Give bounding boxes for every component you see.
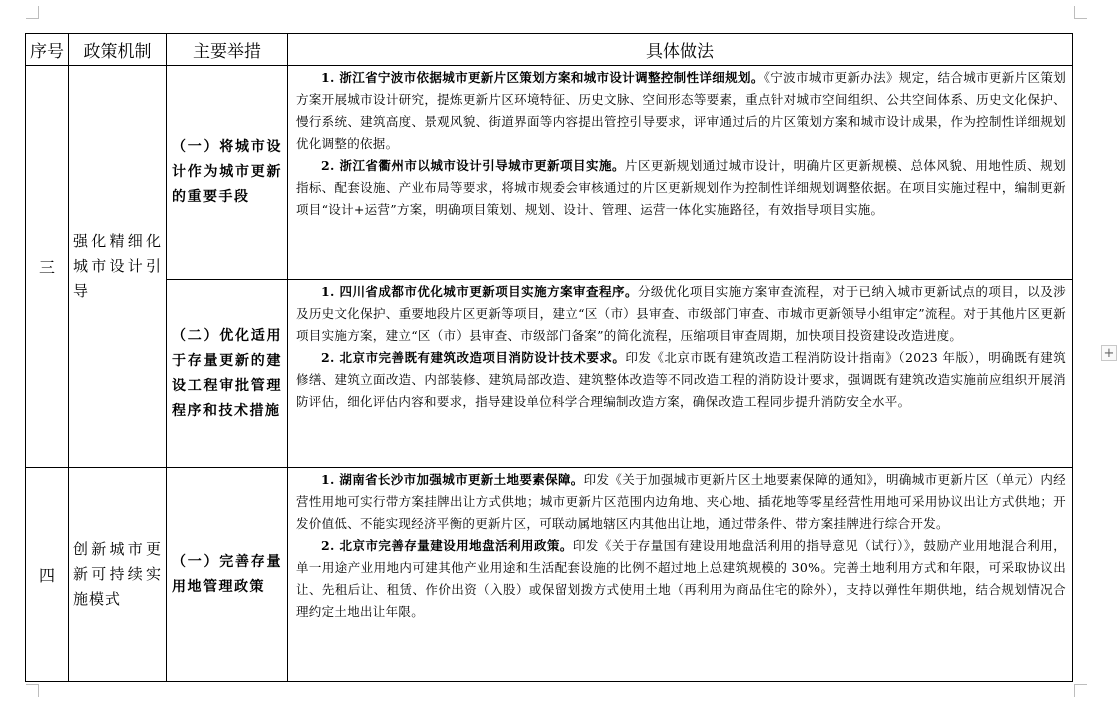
practice-item-text: 印发《关于存量国有建设用地盘活利用的指导意见（试行）》，鼓励产业用地混合利用，单一用途产业用地内可建其他产业用途和生活配套设施的比例不超过地上总建筑规模的 30%。完善土地利用方式和年限，可采取协议出让、先租后让、租赁、作价出资（入股）或保留划拨方式使用土地（再利用为商品住宅的除外），支持以弹性年期供地，结合规划情况合理约定土地出让年限。 xyxy=(296,538,1067,619)
practice-item-text: 片区更新规划通过城市设计，明确片区更新规模、总体风貌、用地性质、规划指标、配套设施、产业布局等要求，将城市规委会审核通过的片区更新规划作为控制性详细规划调整依据。在项目实施过程中，编制更新项目“设计+运营”方案，明确项目策划、规划、设计、管理、运营一体化实施路径，有效指导项目实施。 xyxy=(296,158,1066,217)
page-corner-mark-bottom-right xyxy=(1074,684,1087,697)
practice-item-heading: 1. 浙江省宁波市依据城市更新片区策划方案和城市设计调整控制性详细规划。 xyxy=(321,70,764,85)
table-header-row xyxy=(26,34,1073,66)
page-corner-mark-bottom-left xyxy=(26,684,39,697)
page-corner-mark-top-right xyxy=(1074,6,1087,19)
practice-cell xyxy=(288,468,1073,682)
table-row xyxy=(26,66,1073,280)
measure-title: （二）优化适用于存量更新的建设工程审批管理程序和技术措施 xyxy=(167,280,288,468)
practice-cell xyxy=(288,280,1073,468)
header-practice: 具体做法 xyxy=(288,34,1073,66)
section-seq: 三 xyxy=(26,66,69,468)
practice-item-text: 印发《北京市既有建筑改造工程消防设计指南》（2023 年版），明确既有建筑修缮、建筑立面改造、内部装修、建筑局部改造、建筑整体改造等不同改造工程的消防设计要求，强调既有建筑改造实施前应组织开展消防评估，细化评估内容和要求，指导建设单位科学合理编制改造方案，确保改造工程同步提升消防安全水平。 xyxy=(296,350,1067,409)
practice-item-text: 《宁波市城市更新办法》规定，结合城市更新片区策划方案开展城市设计研究，提炼更新片区环境特征、历史文脉、空间形态等要素，重点针对城市空间组织、公共空间体系、历史文化保护、慢行系统、建筑高度、景观风貌、街道界面等内容提出管控引导要求，评审通过后的片区策划方案和城市设计成果，作为控制性详细规划优化调整的依据。 xyxy=(296,70,1067,151)
practice-item xyxy=(296,155,1066,221)
table-row xyxy=(26,280,1073,468)
section-mechanism: 创新城市更新可持续实施模式 xyxy=(69,468,167,682)
plus-icon[interactable]: + xyxy=(1101,345,1117,361)
practice-item xyxy=(296,347,1066,413)
practice-item-text: 印发《关于加强城市更新片区土地要素保障的通知》，明确城市更新片区（单元）内经营性用地可实行带方案挂牌出让方式供地；城市更新片区范围内边角地、夹心地、插花地等零星经营性用地可采用协议出让方式供地；开发价值低、不能实现经济平衡的更新片区，可联动属地辖区内其他出让地，通过带条件、带方案挂牌进行综合开发。 xyxy=(296,472,1066,531)
table-row xyxy=(26,468,1073,682)
practice-item xyxy=(296,469,1066,535)
practice-item-heading: 2. 北京市完善既有建筑改造项目消防设计技术要求。 xyxy=(321,350,626,365)
policy-table xyxy=(25,33,1073,682)
practice-item-heading: 2. 北京市完善存量建设用地盘活利用政策。 xyxy=(321,538,573,553)
practice-item xyxy=(296,535,1066,623)
practice-item-text: 分级优化项目实施方案审查流程，对于已纳入城市更新试点的项目，以及涉及历史文化保护、重要地段片区更新等项目，建立“区（市）县审查、市级部门审查、市城市更新领导小组审定”流程。对于其他片区更新项目实施方案，建立“区（市）县审查、市级部门备案”的简化流程，压缩项目审查周期，加快项目投资建设改造进度。 xyxy=(296,284,1067,343)
section-seq: 四 xyxy=(26,468,69,682)
practice-item xyxy=(296,67,1066,155)
practice-item-heading: 1. 湖南省长沙市加强城市更新土地要素保障。 xyxy=(321,472,584,487)
measure-title: （一）将城市设计作为城市更新的重要手段 xyxy=(167,66,288,280)
practice-item-heading: 1. 四川省成都市优化城市更新项目实施方案审查程序。 xyxy=(321,284,638,299)
header-mechanism: 政策机制 xyxy=(69,34,167,66)
measure-title: （一）完善存量用地管理政策 xyxy=(167,468,288,682)
page-corner-mark-top-left xyxy=(26,6,39,19)
practice-item xyxy=(296,281,1066,347)
practice-item-heading: 2. 浙江省衢州市以城市设计引导城市更新项目实施。 xyxy=(321,158,625,173)
header-measure: 主要举措 xyxy=(167,34,288,66)
header-seq: 序号 xyxy=(26,34,69,66)
section-mechanism: 强化精细化城市设计引导 xyxy=(69,66,167,468)
practice-cell xyxy=(288,66,1073,280)
